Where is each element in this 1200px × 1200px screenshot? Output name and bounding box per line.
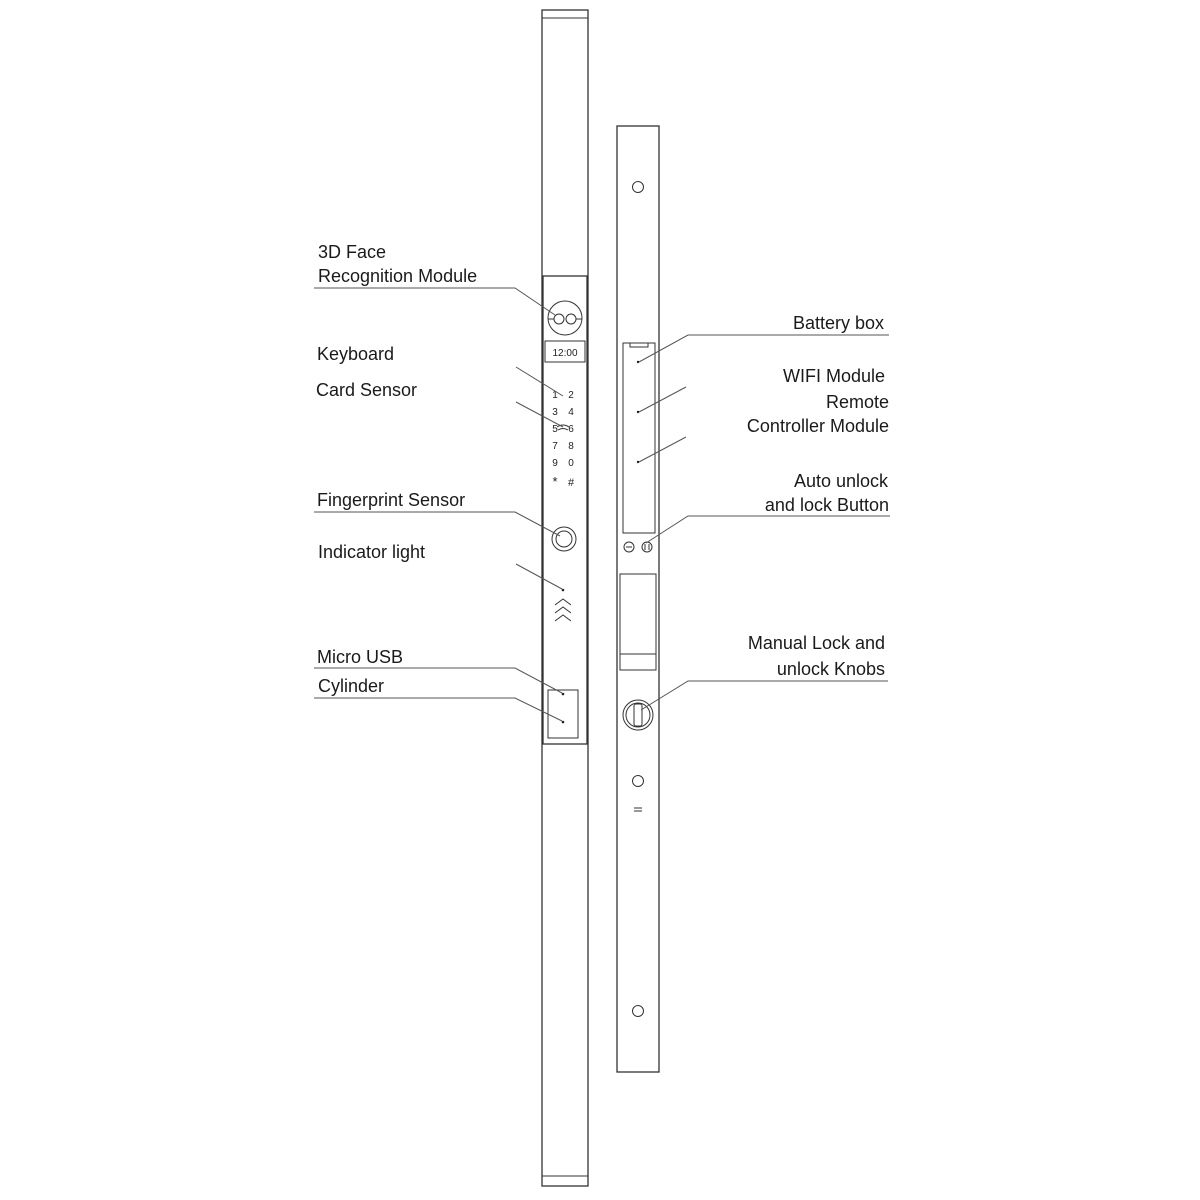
wifi-module-point bbox=[637, 411, 639, 413]
leader-cylinder bbox=[314, 698, 562, 721]
label-keyboard: Keyboard bbox=[317, 344, 395, 364]
label-battery-box: Battery box bbox=[792, 313, 884, 333]
label-auto-line1: Auto unlock bbox=[793, 471, 888, 491]
leader-manual-knob bbox=[641, 681, 888, 710]
remote-module-point bbox=[637, 461, 639, 463]
key-hash: # bbox=[567, 477, 575, 489]
key-9: 9 bbox=[552, 458, 558, 469]
leader-auto-lock bbox=[646, 516, 890, 543]
label-manual-line2: unlock Knobs bbox=[776, 659, 885, 679]
label-remote-line2: Controller Module bbox=[746, 416, 889, 436]
label-remote-line1: Remote bbox=[825, 392, 889, 412]
key-4: 4 bbox=[568, 407, 574, 418]
back-bar-outline bbox=[617, 126, 659, 1072]
label-cylinder: Cylinder bbox=[318, 676, 385, 696]
key-0: 0 bbox=[568, 458, 574, 469]
back-callouts bbox=[639, 313, 890, 710]
indicator-light-dot bbox=[562, 589, 565, 592]
cylinder-keyhole bbox=[562, 721, 565, 724]
micro-usb-port bbox=[562, 693, 565, 696]
label-card-sensor: Card Sensor bbox=[316, 380, 418, 400]
key-8: 8 bbox=[568, 441, 574, 452]
battery-box-point bbox=[637, 361, 639, 363]
leader-battery-box bbox=[639, 335, 889, 362]
label-fingerprint: Fingerprint Sensor bbox=[317, 490, 466, 510]
key-1: 1 bbox=[552, 390, 558, 401]
label-face-line2: Recognition Module bbox=[318, 266, 478, 286]
label-face-line1: 3D Face bbox=[318, 242, 387, 262]
front-callouts bbox=[314, 242, 563, 721]
front-panel bbox=[543, 276, 587, 744]
key-star: * bbox=[552, 474, 558, 489]
label-micro-usb: Micro USB bbox=[317, 647, 404, 667]
key-2: 2 bbox=[568, 390, 574, 401]
clock-display-text: 12:00 bbox=[552, 348, 578, 359]
back-lock-body bbox=[617, 126, 659, 1072]
label-auto-line2: and lock Button bbox=[764, 495, 889, 515]
key-3: 3 bbox=[552, 407, 558, 418]
label-manual-line1: Manual Lock and bbox=[747, 633, 885, 653]
front-lock-body bbox=[542, 10, 588, 1186]
leader-fingerprint bbox=[314, 512, 560, 536]
leader-face bbox=[314, 288, 555, 315]
key-7: 7 bbox=[552, 441, 558, 452]
key-6: 6 bbox=[568, 424, 574, 435]
label-wifi: WIFI Module bbox=[782, 366, 885, 386]
label-indicator: Indicator light bbox=[318, 542, 426, 562]
key-5: 5 bbox=[552, 424, 558, 435]
